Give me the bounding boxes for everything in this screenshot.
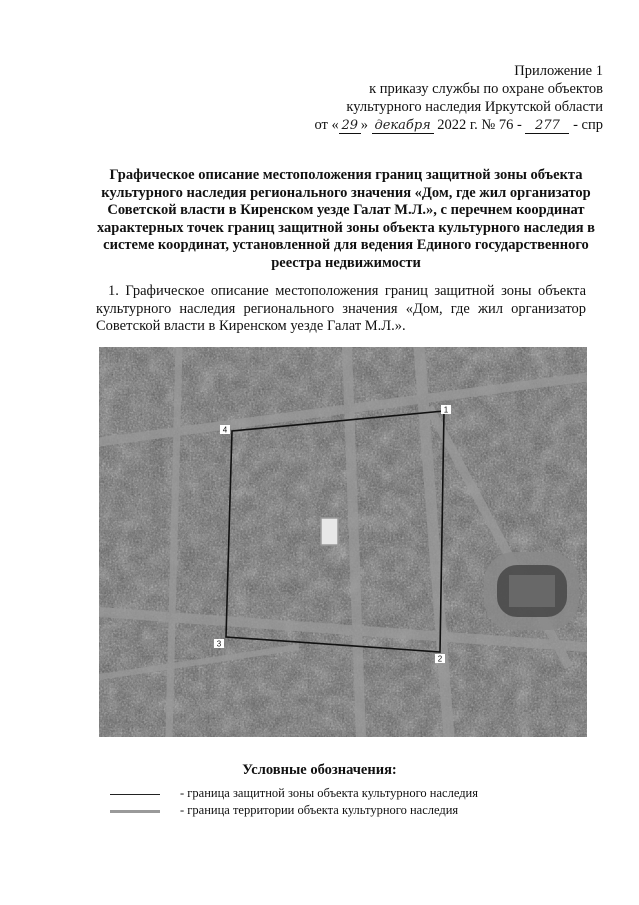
order-reference: к приказу службы по охране объектов	[369, 81, 603, 97]
point-label-1: 1	[443, 405, 449, 415]
aerial-photo-svg	[99, 347, 587, 737]
appendix-header	[314, 62, 603, 134]
handwritten-number: 277	[525, 118, 569, 134]
section-1-paragraph: 1. Графическое описание местоположения границ защитной зоны объекта культурного наследия регионального значения «Дом, где жил организатор Советской власти в Киренском уезде Галат М.Л.».	[96, 283, 586, 334]
legend-item-heritage-territory	[110, 803, 458, 817]
appendix-title: Приложение 1	[514, 63, 603, 79]
legend-item-protection-zone	[110, 786, 478, 800]
point-label-2: 2	[437, 654, 443, 664]
order-suffix: - спр	[573, 117, 603, 133]
stadium	[484, 552, 579, 630]
legend-label-protection-zone: - граница защитной зоны объекта культурного наследия	[180, 786, 478, 800]
date-mid: »	[360, 117, 368, 133]
aerial-map	[99, 347, 587, 737]
order-date-line	[314, 116, 603, 134]
handwritten-day: 29	[339, 118, 361, 134]
document-title: Графическое описание местоположения границ защитной зоны объекта культурного наследия регионального значения «Дом, где жил организатор Советской власти в Киренском уезде Галат М.Л.», с перечнем координат характерных точек границ защитной зоны объекта культурного наследия в системе координат, установленной для ведения Единого государственного реестра недвижимости	[96, 167, 595, 271]
order-year-number: 2022 г. № 76 -	[437, 117, 522, 133]
date-prefix: от «	[314, 117, 339, 133]
point-label-4: 4	[222, 425, 228, 435]
legend-swatch-protection-zone	[110, 794, 160, 795]
legend-swatch-heritage-territory	[110, 810, 160, 813]
legend-label-heritage-territory: - граница территории объекта культурного наследия	[180, 803, 459, 817]
order-agency: культурного наследия Иркутской области	[346, 99, 603, 115]
legend-title: Условные обозначения:	[242, 762, 397, 778]
point-label-3: 3	[216, 639, 222, 649]
heritage-territory	[321, 518, 338, 545]
handwritten-month: декабря	[372, 118, 434, 134]
